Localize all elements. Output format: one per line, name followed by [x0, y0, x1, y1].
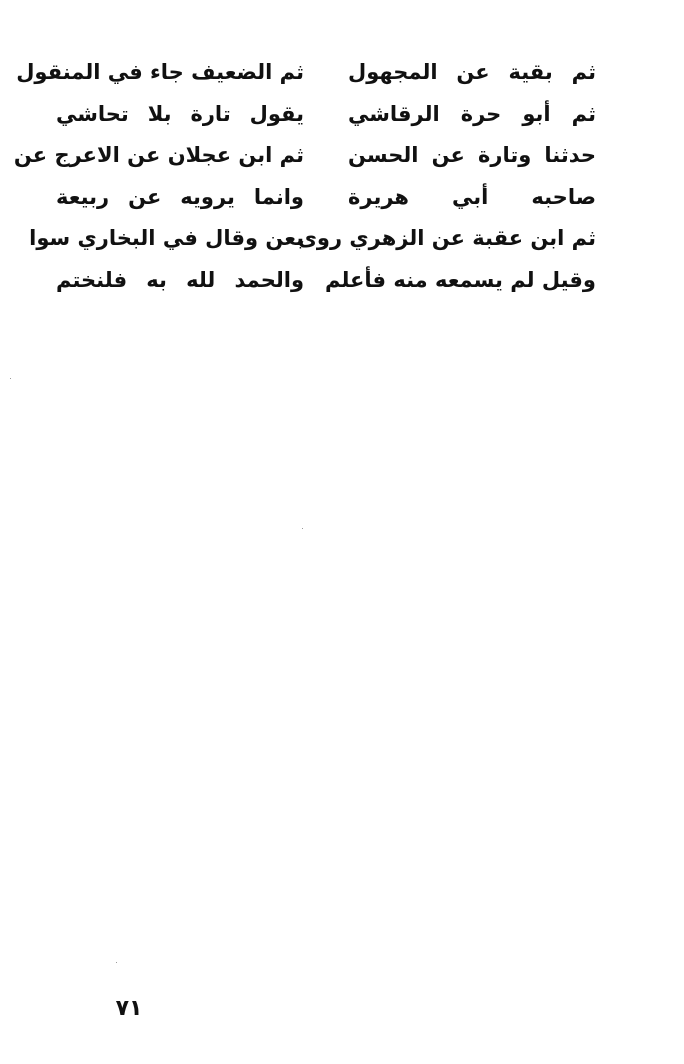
verse-line	[13, 135, 596, 177]
verse-second-hemistich: بعن وقال في البخاري سوا	[29, 226, 304, 251]
verse-line	[56, 260, 596, 302]
verse-first-hemistich: ثم أبو حرة الرقاشي	[348, 101, 596, 126]
verse-line	[56, 94, 596, 136]
verse-first-hemistich: وقيل لم يسمعه منه فأعلم	[325, 267, 596, 292]
verse-second-hemistich: ثم الضعيف جاء في المنقول	[16, 60, 304, 85]
verse-second-hemistich: يقول تارة بلا تحاشي	[56, 101, 304, 126]
verse-line	[29, 218, 596, 260]
verse-line	[56, 177, 596, 219]
page-number: ٧١	[115, 996, 143, 1021]
verse-first-hemistich: حدثنا وتارة عن الحسن	[348, 143, 596, 168]
verse-second-hemistich: والحمد لله به فلنختم	[56, 267, 304, 292]
scan-speck	[116, 962, 117, 963]
scan-speck	[10, 378, 11, 379]
poem-block	[13, 52, 596, 301]
verse-line	[16, 52, 596, 94]
verse-second-hemistich: وانما يرويه عن ربيعة	[56, 184, 304, 209]
verse-first-hemistich: ثم بقية عن المجهول	[348, 60, 596, 85]
scan-speck	[302, 528, 303, 529]
verse-second-hemistich: ثم ابن عجلان عن الاعرج عن	[13, 143, 304, 168]
verse-first-hemistich: صاحبه أبي هريرة	[348, 184, 596, 209]
verse-first-hemistich: ثم ابن عقبة عن الزهري روى	[297, 226, 596, 251]
